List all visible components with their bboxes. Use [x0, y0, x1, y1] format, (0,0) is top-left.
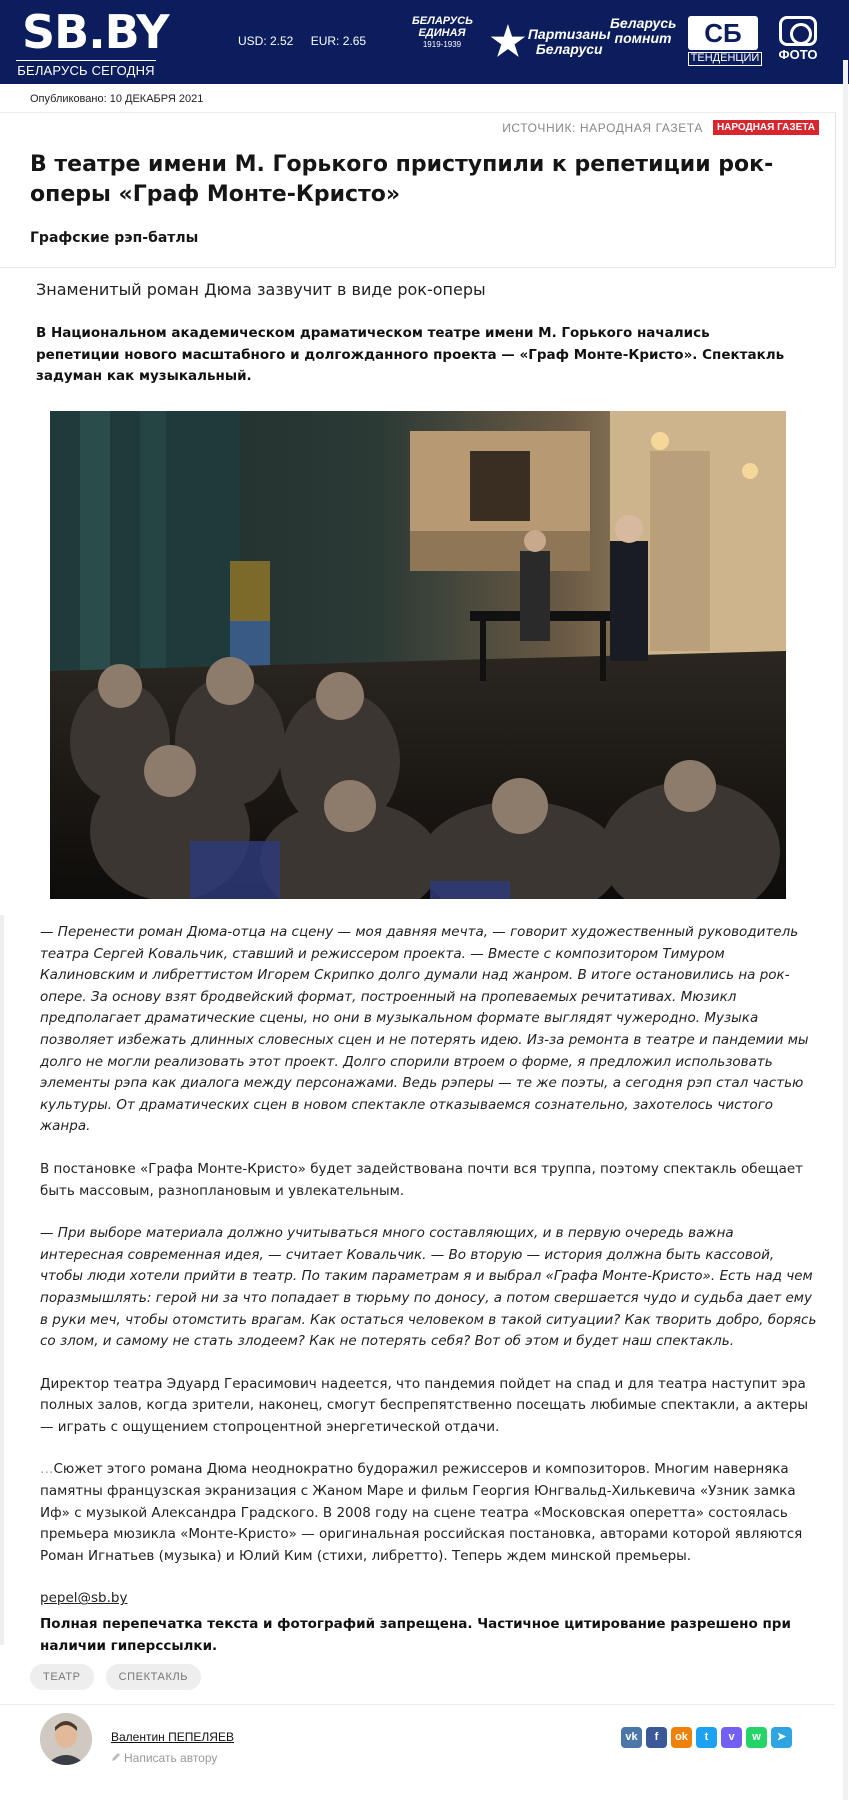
site-header: [0, 0, 849, 84]
article-body: [40, 922, 820, 1657]
telegram-share-icon[interactable]: ➤: [771, 1727, 792, 1748]
divider: [0, 112, 835, 113]
ellipsis-mark: …: [40, 1461, 54, 1478]
currency-rates: [238, 34, 380, 48]
viber-share-icon[interactable]: v: [721, 1727, 742, 1748]
belarus-pomnit-title: Беларусь помнит: [610, 15, 677, 46]
article-paragraph: — Перенести роман Дюма-отца на сцену — моя давняя мечта, — говорит художественный руководитель театра Сергей Ковальчик, ставший и режиссером проекта. — Вместе с композитором Тимуром Калиновским и либреттистом Игорем Скрипко долго думали над жанром. В итоге остановились на рок-опере. За основу взят бродвейский формат, построенный на пропеваемых речитативах. Мюзикл предполагает драматические сцены, но они в музыкальном формате выглядят чужеродно. Музыка позволяет избежать длинных словесных сцен и не потерять идею. Из-за ремонта в театре и пандемии мы долго не могли реализовать этот проект. Долго спорили втроем о форме, я предложил использовать элементы рэпа как диалога между персонажами. Ведь рэперы — те же поэты, а сегодня рэп стал частью культуры. От драматических сцен в новом спектакле отказываемся сознательно, захотелось чистого жанра.: [40, 924, 809, 1135]
partizany-link[interactable]: [490, 16, 611, 68]
partizany-title: Партизаны Беларуси: [527, 26, 611, 57]
author-avatar[interactable]: [40, 1713, 92, 1765]
source-label: ИСТОЧНИК: НАРОДНАЯ ГАЗЕТА: [502, 120, 703, 135]
eur-rate: EUR: 2.65: [310, 34, 367, 48]
source-line: [502, 120, 819, 135]
logo-subtitle: БЕЛАРУСЬ СЕГОДНЯ: [16, 60, 156, 78]
page-scrollbar-track: [843, 60, 848, 1800]
photo-illustration: [50, 411, 786, 899]
camera-icon: [779, 16, 817, 46]
pencil-icon: [111, 1752, 121, 1762]
divider: [0, 267, 835, 268]
odnoklassniki-share-icon[interactable]: ok: [671, 1727, 692, 1748]
article-paragraph: [40, 1459, 820, 1567]
author-name-link[interactable]: Валентин ПЕПЕЛЯЕВ: [111, 1730, 234, 1744]
facebook-share-icon[interactable]: f: [646, 1727, 667, 1748]
foto-link[interactable]: [776, 16, 820, 68]
published-date: Опубликовано: 10 ДЕКАБРЯ 2021: [30, 93, 204, 105]
twitter-share-icon[interactable]: t: [696, 1727, 717, 1748]
sb-logo-icon: СБ: [688, 16, 758, 50]
logo-text: SB.BY: [22, 5, 169, 59]
whatsapp-share-icon[interactable]: w: [746, 1727, 767, 1748]
article-subtitle: Графские рэп-батлы: [30, 230, 199, 246]
belarus-pomnit-link[interactable]: [610, 16, 676, 68]
belarus-edinaya-title: БЕЛАРУСЬ ЕДИНАЯ: [412, 15, 473, 39]
tag-theatre[interactable]: ТЕАТР: [30, 1664, 94, 1690]
belarus-edinaya-link[interactable]: [412, 16, 472, 68]
article-paragraph: Директор театра Эдуард Герасимович надеется, что пандемия пойдет на спад и для театра наступит эра полных залов, когда зрители, наконец, смогут беспрепятственно посещать любимые спектакли, а актеры — играть с ощущением стопроцентной энергетической отдачи.: [40, 1375, 809, 1435]
site-logo[interactable]: [16, 5, 169, 78]
divider: [835, 112, 836, 267]
author-email-link[interactable]: pepel@sb.by: [40, 1590, 128, 1607]
article-paragraph: В постановке «Графа Монте-Кристо» будет задействована почти вся труппа, поэтому спектакль обещает быть массовым, разноплановым и увлекательным.: [40, 1160, 804, 1199]
vk-share-icon[interactable]: vk: [621, 1727, 642, 1748]
copyright-notice: Полная перепечатка текста и фотографий запрещена. Частичное цитирование разрешено при наличии гиперссылки.: [40, 1616, 791, 1654]
usd-rate: USD: 2.52: [238, 34, 294, 48]
theatre-rehearsal-photo[interactable]: [50, 411, 786, 899]
tendencii-link[interactable]: [688, 16, 762, 68]
tendencii-title: ТЕНДЕНЦИИ: [688, 52, 762, 66]
article-intro: В Национальном академическом драматическом театре имени М. Горького начались репетиции нового масштабного и долгожданного проекта — «Граф Монте-Кристо». Спектакль задуман как музыкальный.: [36, 325, 785, 384]
article-lead: Знаменитый роман Дюма зазвучит в виде рок-оперы: [36, 280, 486, 299]
belarus-edinaya-years: 1919-1939: [422, 40, 462, 50]
write-to-author-link[interactable]: Написать автору: [124, 1751, 218, 1765]
divider: [0, 915, 4, 1645]
article-title: В театре имени М. Горького приступили к репетиции рок-оперы «Граф Монте-Кристо»: [30, 152, 774, 207]
divider: [0, 1704, 835, 1705]
source-badge[interactable]: НАРОДНАЯ ГАЗЕТА: [713, 120, 819, 135]
foto-title: ФОТО: [778, 47, 818, 62]
avatar-image: [40, 1713, 92, 1765]
share-buttons: [621, 1727, 792, 1748]
article-paragraph-text: Сюжет этого романа Дюма неоднократно будоражил режиссеров и композиторов. Многим наверняка памятны французская экранизация с Жаном Маре и фильм Георгия Юнгвальд-Хилькевича «Узник замка Иф» с музыкой Александра Градского. В 2008 году на сцене театра «Московская оперетта» состоялась премьера мюзикла «Монте-Кристо» — оригинальная российская постановка, авторами которой являются Роман Игнатьев (музыка) и Юлий Ким (стихи, либретто). Теперь ждем минской премьеры.: [40, 1461, 803, 1564]
tags-list: [30, 1664, 201, 1690]
article-paragraph: — При выборе материала должно учитываться много составляющих, и в первую очередь важна интересная современная идея, — считает Ковальчик. — Во вторую — история должна быть кассовой, чтобы люди хотели прийти в театр. По таким параметрам я и выбрал «Графа Монте-Кристо». Есть над чем поразмышлять: герой ни за что попадает в тюрьму по доносу, а потом свершается чудо и судьба дает ему в руки меч, чтобы отомстить врагам. Как остаться человеком в такой ситуации? Как творить добро, борясь со злом, и самому не стать злодеем? Как не потерять себя? Вот об этом и будет наш спектакль.: [40, 1225, 817, 1350]
star-icon: ★: [490, 20, 526, 64]
tag-spectacle[interactable]: СПЕКТАКЛЬ: [106, 1664, 202, 1690]
